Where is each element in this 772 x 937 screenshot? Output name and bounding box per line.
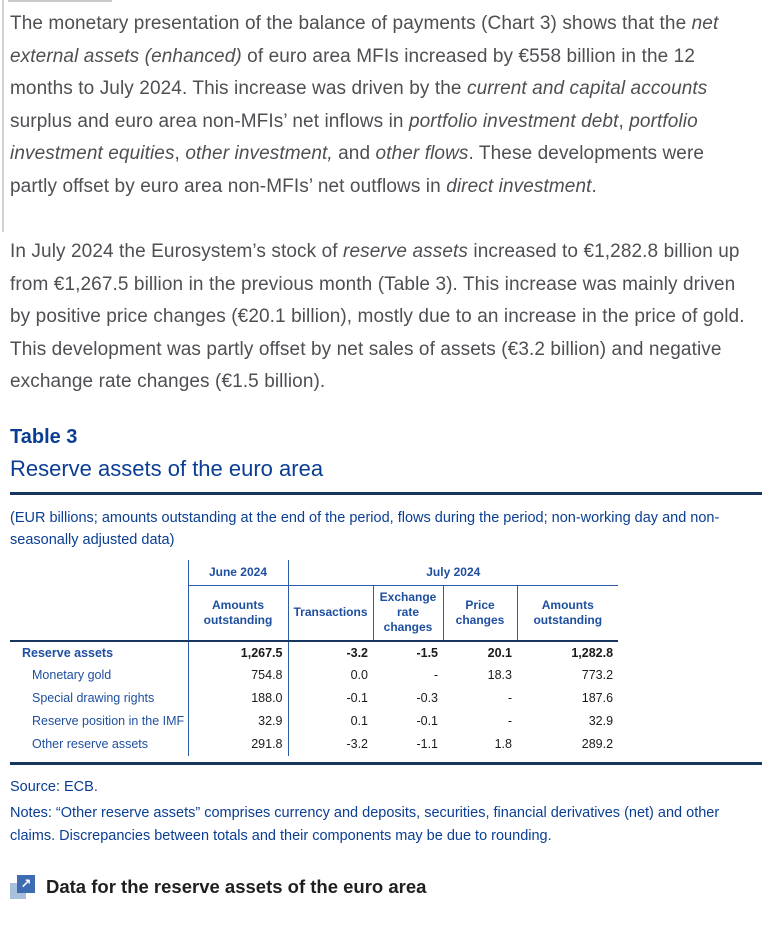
cell-value: 289.2 bbox=[581, 737, 614, 751]
column-group-june: June 2024 bbox=[188, 560, 288, 586]
table-unit-note: (EUR billions; amounts outstanding at the end of the period, flows during the period; non-working day and non-seasonally adjusted data) bbox=[10, 509, 720, 548]
paragraph-reserve-assets bbox=[10, 236, 755, 399]
table-row-monetary-gold bbox=[10, 664, 618, 687]
table-column-header-row bbox=[10, 586, 618, 641]
table-period-header-row bbox=[10, 560, 618, 586]
cell-value: 32.9 bbox=[588, 714, 614, 728]
cell-value: 754.8 bbox=[188, 664, 288, 687]
table-row-other-reserve-assets bbox=[10, 733, 618, 756]
cell-value: -0.1 bbox=[416, 714, 438, 728]
column-header-price-changes: Price changes bbox=[443, 586, 517, 641]
italic-term: other flows bbox=[375, 143, 469, 164]
text-segment: surplus and euro area non-MFIs’ net inflows in bbox=[10, 110, 409, 132]
external-link-icon-arrow: ↗ bbox=[17, 875, 35, 893]
cell-value: 0.0 bbox=[350, 668, 368, 682]
divider-below-table bbox=[10, 762, 762, 765]
cell-value: 32.9 bbox=[188, 710, 288, 733]
table-row-reserve-assets bbox=[10, 641, 618, 664]
italic-term: portfolio investment equities bbox=[10, 110, 698, 164]
text-segment: of euro area MFIs increased by €558 billion in the 12 months to July 2024. This increase was driven by the bbox=[10, 45, 696, 99]
text-segment: , bbox=[174, 143, 186, 164]
cell-value: 188.0 bbox=[188, 687, 288, 710]
column-header-transactions: Transactions bbox=[288, 586, 373, 641]
cell-value: - bbox=[433, 668, 438, 682]
table-source: Source: ECB. bbox=[10, 778, 98, 795]
crop-artifact-top-border bbox=[8, 0, 112, 2]
row-label: Reserve assets bbox=[10, 641, 188, 664]
italic-term: current and capital accounts bbox=[466, 78, 708, 99]
column-header-amounts-june: Amounts outstanding bbox=[188, 586, 288, 641]
column-group-july: July 2024 bbox=[288, 560, 618, 586]
table-row-special-drawing-rights bbox=[10, 687, 618, 710]
cell-value: -3.2 bbox=[288, 641, 373, 664]
cell-value: 1,282.8 bbox=[517, 641, 618, 664]
divider-above-table bbox=[10, 492, 762, 495]
empty-header-cell bbox=[10, 560, 188, 586]
cell-value: -1.5 bbox=[373, 641, 443, 664]
cell-value: - bbox=[507, 691, 512, 705]
italic-term: reserve assets bbox=[343, 241, 468, 262]
table-number-heading: Table 3 bbox=[10, 425, 78, 448]
cell-value: - bbox=[507, 714, 512, 728]
italic-term: other investment, bbox=[185, 143, 333, 164]
row-label: Reserve position in the IMF bbox=[32, 714, 185, 728]
row-label: Special drawing rights bbox=[32, 691, 155, 705]
cell-value: 291.8 bbox=[188, 733, 288, 756]
cell-value: -0.1 bbox=[346, 691, 368, 705]
text-segment: increased to €1,282.8 billion up from €1,267.5 billion in the previous month (Table 3). This increase was mainly driven by positive price changes (€20.1 billion), mostly due to an increase in the price of gold. This development was partly offset by net sales of assets (€3.2 billion) and negative exchange rate changes (€1.5 billion). bbox=[10, 241, 745, 392]
text-segment: and bbox=[332, 143, 376, 164]
column-header-amounts-july: Amounts outstanding bbox=[533, 597, 603, 627]
cell-value: -3.2 bbox=[346, 737, 368, 751]
cell-value: 1,267.5 bbox=[188, 641, 288, 664]
cell-value: 1.8 bbox=[494, 737, 512, 751]
text-segment: In July 2024 the Eurosystem’s stock of bbox=[10, 241, 344, 262]
cell-value: -1.1 bbox=[416, 737, 438, 751]
data-link-label: Data for the reserve assets of the euro area bbox=[46, 875, 427, 897]
row-label: Monetary gold bbox=[32, 668, 112, 682]
cell-value: 18.3 bbox=[487, 668, 512, 682]
crop-artifact-left-border bbox=[2, 0, 4, 232]
paragraph-monetary-presentation bbox=[10, 8, 755, 203]
cell-value: 0.1 bbox=[350, 714, 368, 728]
italic-term: direct investment bbox=[446, 175, 592, 197]
table-subtitle-heading: Reserve assets of the euro area bbox=[10, 455, 324, 481]
text-segment: , bbox=[618, 110, 630, 132]
cell-value: -0.3 bbox=[416, 691, 438, 705]
column-header-exchange-rate: Exchange rate changes bbox=[373, 586, 443, 641]
text-segment: . These developments were partly offset by euro area non-MFIs’ net outflows in bbox=[10, 143, 705, 197]
text-segment: The monetary presentation of the balance of payments (Chart 3) shows that the bbox=[10, 13, 692, 34]
cell-value: 20.1 bbox=[443, 641, 517, 664]
external-link-icon bbox=[10, 874, 35, 900]
empty-header-cell bbox=[10, 586, 188, 641]
data-link[interactable] bbox=[10, 874, 426, 900]
italic-term: net external assets (enhanced) bbox=[10, 13, 719, 67]
table-notes: Notes: “Other reserve assets” comprises currency and deposits, securities, financial derivatives (net) and other claims. Discrepancies between totals and their components may be due to rounding. bbox=[10, 804, 720, 844]
table-row-reserve-position-imf bbox=[10, 710, 618, 733]
cell-value: 773.2 bbox=[581, 668, 614, 682]
cell-value: 187.6 bbox=[581, 691, 614, 705]
reserve-assets-table bbox=[10, 560, 618, 756]
italic-term: portfolio investment debt bbox=[408, 110, 619, 132]
row-label: Other reserve assets bbox=[32, 737, 149, 751]
text-segment: . bbox=[591, 175, 597, 197]
